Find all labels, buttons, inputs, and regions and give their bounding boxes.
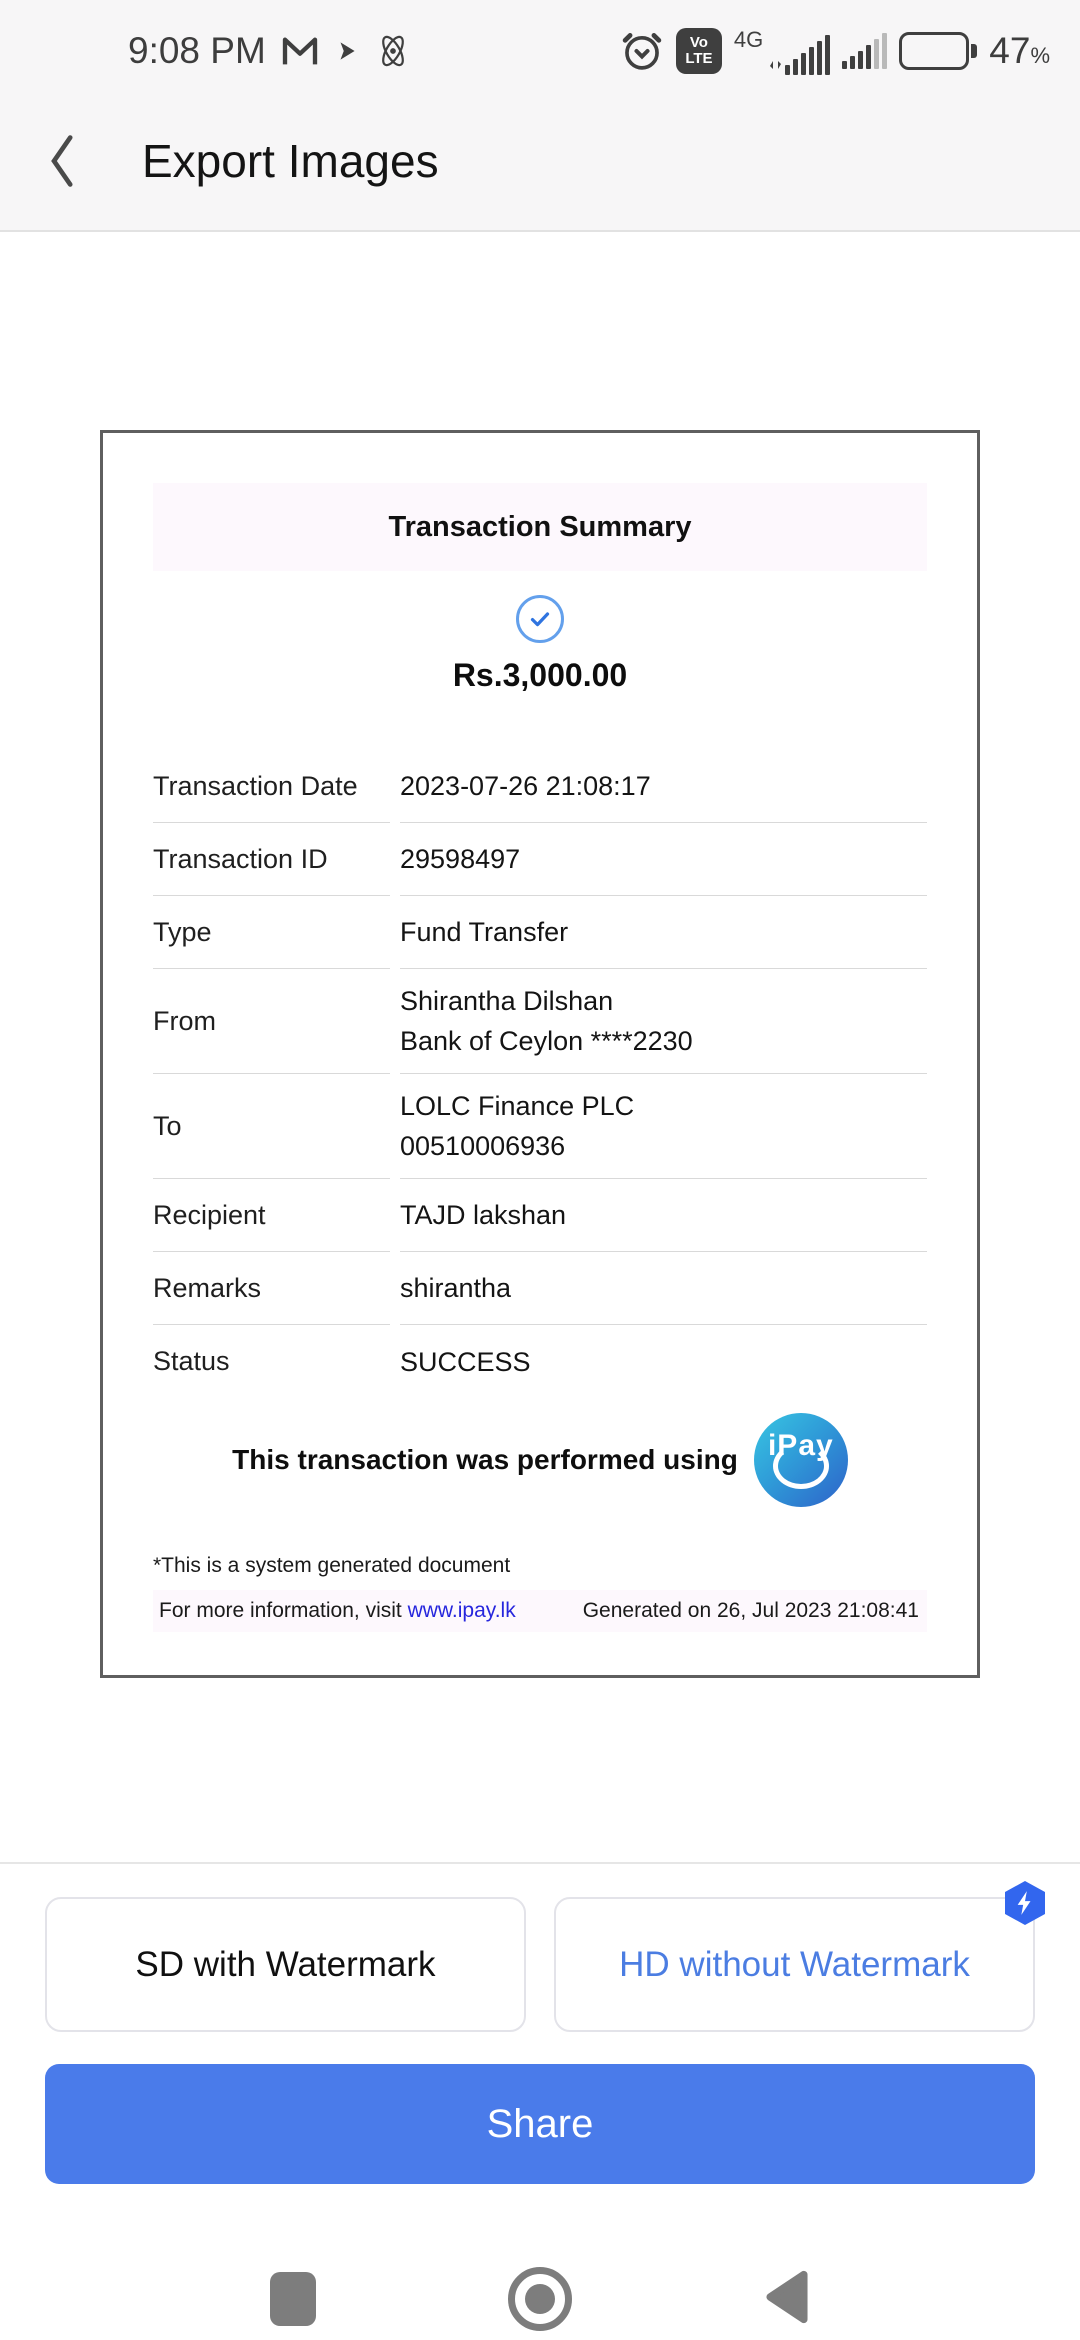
sd-watermark-label: SD with Watermark [135, 1944, 436, 1984]
page-title: Export Images [142, 135, 439, 187]
status-bar [0, 0, 1080, 92]
gmail-icon [280, 34, 320, 68]
row-label: To [153, 1074, 390, 1179]
row-label: From [153, 969, 390, 1074]
row-value-line: 29598497 [400, 844, 521, 874]
table-row-remarks [153, 1252, 927, 1325]
row-label: Recipient [153, 1179, 390, 1252]
receipt-footer-band [153, 1590, 927, 1632]
home-nav-icon[interactable] [508, 2267, 572, 2331]
receipt-title: Transaction Summary [388, 510, 692, 543]
android-nav-bar [0, 2254, 1080, 2340]
row-label: Status [153, 1346, 230, 1376]
row-value [400, 823, 927, 896]
clock-text: 9:08 PM [128, 30, 266, 71]
row-label: Type [153, 896, 390, 969]
alarm-icon [620, 29, 664, 73]
status-bar-right [620, 27, 1050, 75]
row-value [400, 1325, 927, 1398]
row-value-line: Bank of Ceylon ****2230 [400, 1026, 693, 1056]
table-row-recipient [153, 1179, 927, 1252]
battery-icon [899, 32, 977, 70]
network-type-label: 4G [733, 27, 764, 52]
hd-no-watermark-label: HD without Watermark [619, 1944, 970, 1984]
row-label: Transaction Date [153, 750, 390, 823]
sd-watermark-button[interactable] [45, 1897, 526, 2032]
hd-no-watermark-button[interactable] [554, 1897, 1035, 2032]
back-nav-icon[interactable] [764, 2269, 810, 2330]
premium-lightning-icon [1005, 1881, 1045, 1925]
volte-icon [676, 28, 722, 74]
table-row-type [153, 896, 927, 969]
success-check-icon [516, 595, 564, 643]
signal-bars-sim2 [842, 33, 887, 69]
transaction-amount: Rs.3,000.00 [452, 657, 628, 693]
row-value-line: 2023-07-26 21:08:17 [400, 771, 651, 801]
more-info-text [159, 1599, 516, 1623]
table-row-to [153, 1074, 927, 1179]
play-notification-icon [334, 38, 360, 64]
row-value [400, 1252, 927, 1325]
transaction-receipt-card [100, 430, 980, 1678]
main-content [0, 430, 1080, 1678]
battery-percent [989, 30, 1050, 72]
table-row-from [153, 969, 927, 1074]
row-value [400, 969, 927, 1074]
status-bar-left [128, 30, 412, 72]
table-row-transaction-date [153, 750, 927, 823]
row-value-line: LOLC Finance PLC [400, 1091, 635, 1121]
share-button-label: Share [486, 2101, 594, 2146]
row-value-line: Shirantha Dilshan [400, 986, 614, 1016]
ipay-logo [754, 1413, 848, 1507]
app-header [0, 92, 1080, 232]
row-value [400, 1179, 927, 1252]
row-value-line: 00510006936 [400, 1131, 566, 1161]
signal-4g-icon [734, 27, 830, 75]
volte-text-2: LTE [685, 50, 713, 67]
performed-using-row [153, 1408, 927, 1512]
share-button[interactable] [45, 2064, 1035, 2184]
system-generated-note: *This is a system generated document [153, 1554, 511, 1577]
export-options [0, 1862, 1080, 2032]
row-value [400, 1074, 927, 1179]
status-value: SUCCESS [400, 1346, 531, 1377]
percent-sign: % [1030, 43, 1050, 68]
row-value-line: shirantha [400, 1273, 512, 1303]
signal-bars-sim1 [785, 35, 830, 75]
receipt-title-band [153, 483, 927, 571]
recents-nav-icon[interactable] [270, 2272, 316, 2326]
ipay-link[interactable]: www.ipay.lk [407, 1599, 516, 1622]
success-check-wrap [153, 595, 927, 643]
row-label: Remarks [153, 1252, 390, 1325]
table-row-transaction-id [153, 823, 927, 896]
row-value-line: Fund Transfer [400, 917, 569, 947]
back-button[interactable] [40, 131, 86, 191]
row-label: Transaction ID [153, 823, 390, 896]
performed-using-text: This transaction was performed using [232, 1444, 738, 1475]
row-value [400, 896, 927, 969]
transaction-details-table [153, 750, 927, 1398]
row-value [400, 750, 927, 823]
more-info-prefix: For more information, visit [159, 1599, 408, 1622]
atom-icon [374, 32, 412, 70]
ipay-logo-text: iPay [767, 1429, 834, 1462]
generated-timestamp: Generated on 26, Jul 2023 21:08:41 [582, 1599, 919, 1622]
volte-text-1: Vo [689, 34, 708, 52]
table-row-status [153, 1325, 927, 1398]
row-value-line: TAJD lakshan [400, 1200, 567, 1230]
battery-percent-value: 47 [989, 30, 1031, 71]
